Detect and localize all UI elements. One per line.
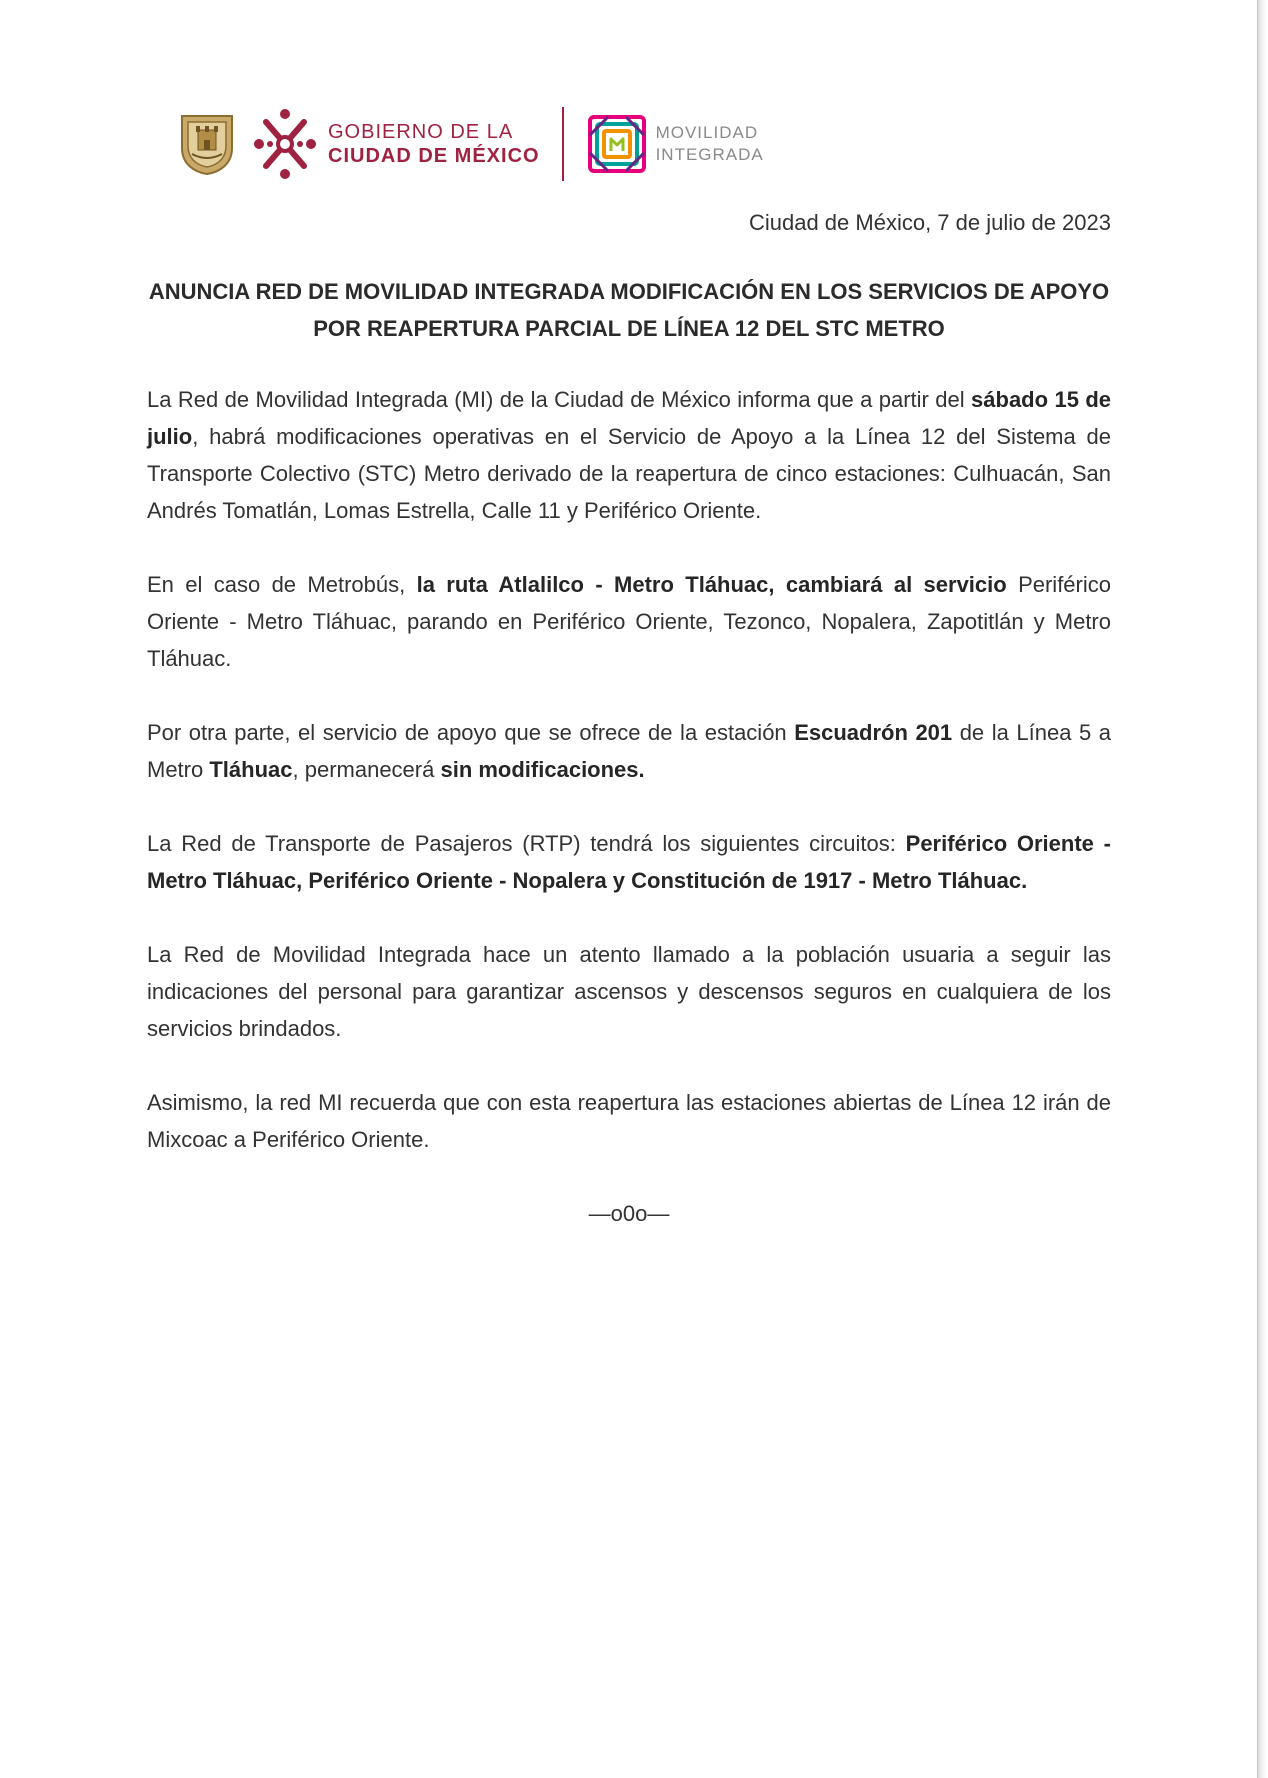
- letterhead: [178, 104, 764, 184]
- paragraph-1: [147, 381, 1111, 529]
- p3-text-c: de la Línea 5 a Metro: [147, 720, 1111, 782]
- p3-text-a: Por otra parte, el servicio de apoyo que se ofrece de la estación: [147, 720, 795, 745]
- cdmx-logo-icon: [254, 108, 316, 180]
- p3-bold-tlahuac: Tláhuac: [209, 757, 293, 782]
- headline: ANUNCIA RED DE MOVILIDAD INTEGRADA MODIFICACIÓN EN LOS SERVICIOS DE APOYO POR REAPERTURA PARCIAL DE LÍNEA 12 DEL STC METRO: [148, 279, 1110, 341]
- p2-text-c: Periférico Oriente - Metro Tláhuac, parando en Periférico Oriente, Tezonco, Nopalera, Zapotitlán y Metro Tláhuac.: [147, 572, 1111, 671]
- movilidad-integrada-logo-icon: [588, 115, 646, 173]
- logo-divider: [562, 107, 564, 181]
- p4-bold-circuits: Periférico Oriente - Metro Tláhuac, Periférico Oriente - Nopalera y Constitución de 1917 - Metro Tláhuac.: [147, 831, 1111, 893]
- movilidad-integrada-name: [656, 122, 764, 166]
- dateline: Ciudad de México, 7 de julio de 2023: [748, 210, 1111, 235]
- p2-bold-route: la ruta Atlalilco - Metro Tláhuac, cambiará al servicio: [416, 572, 1007, 597]
- gov-line-2: CIUDAD DE MÉXICO: [328, 145, 540, 167]
- press-release-body: [147, 204, 1111, 1254]
- mi-line-1: MOVILIDAD: [655, 123, 759, 142]
- p1-bold-date: sábado 15 de julio: [147, 387, 1112, 449]
- paragraph-6: Asimismo, la red MI recuerda que con esta reapertura las estaciones abiertas de Línea 12 irán de Mixcoac a Periférico Oriente.: [147, 1090, 1111, 1152]
- p2-text-a: En el caso de Metrobús,: [147, 572, 417, 597]
- p1-text-c: , habrá modificaciones operativas en el Servicio de Apoyo a la Línea 12 del Sistema de Transporte Colectivo (STC) Metro derivado de la reapertura de cinco estaciones: Culhuacán, San Andrés Tomatlán, Lomas Estrella, Calle 11 y Periférico Oriente.: [147, 424, 1111, 523]
- p3-text-e: , permanecerá: [292, 757, 441, 782]
- page-edge: [1257, 0, 1268, 1778]
- p1-text-a: La Red de Movilidad Integrada (MI) de la Ciudad de México informa que a partir del: [147, 387, 972, 412]
- paragraph-5: La Red de Movilidad Integrada hace un atento llamado a la población usuaria a seguir las indicaciones del personal para garantizar ascensos y descensos seguros en cualquiera de los servicios brindados.: [147, 942, 1111, 1041]
- closing-mark: —o0o—: [588, 1201, 670, 1226]
- paragraph-4: [147, 825, 1111, 899]
- p4-text-a: La Red de Transporte de Pasajeros (RTP) tendrá los siguientes circuitos:: [147, 831, 906, 856]
- paragraph-2: [147, 566, 1111, 677]
- government-name: [328, 120, 540, 168]
- mi-line-2: INTEGRADA: [655, 145, 764, 164]
- paragraph-3: [147, 714, 1111, 788]
- coat-of-arms-icon: [178, 112, 236, 176]
- p3-bold-station: Escuadrón 201: [794, 720, 953, 745]
- p3-bold-no-changes: sin modificaciones.: [440, 757, 645, 782]
- gov-line-1: GOBIERNO DE LA: [328, 121, 514, 143]
